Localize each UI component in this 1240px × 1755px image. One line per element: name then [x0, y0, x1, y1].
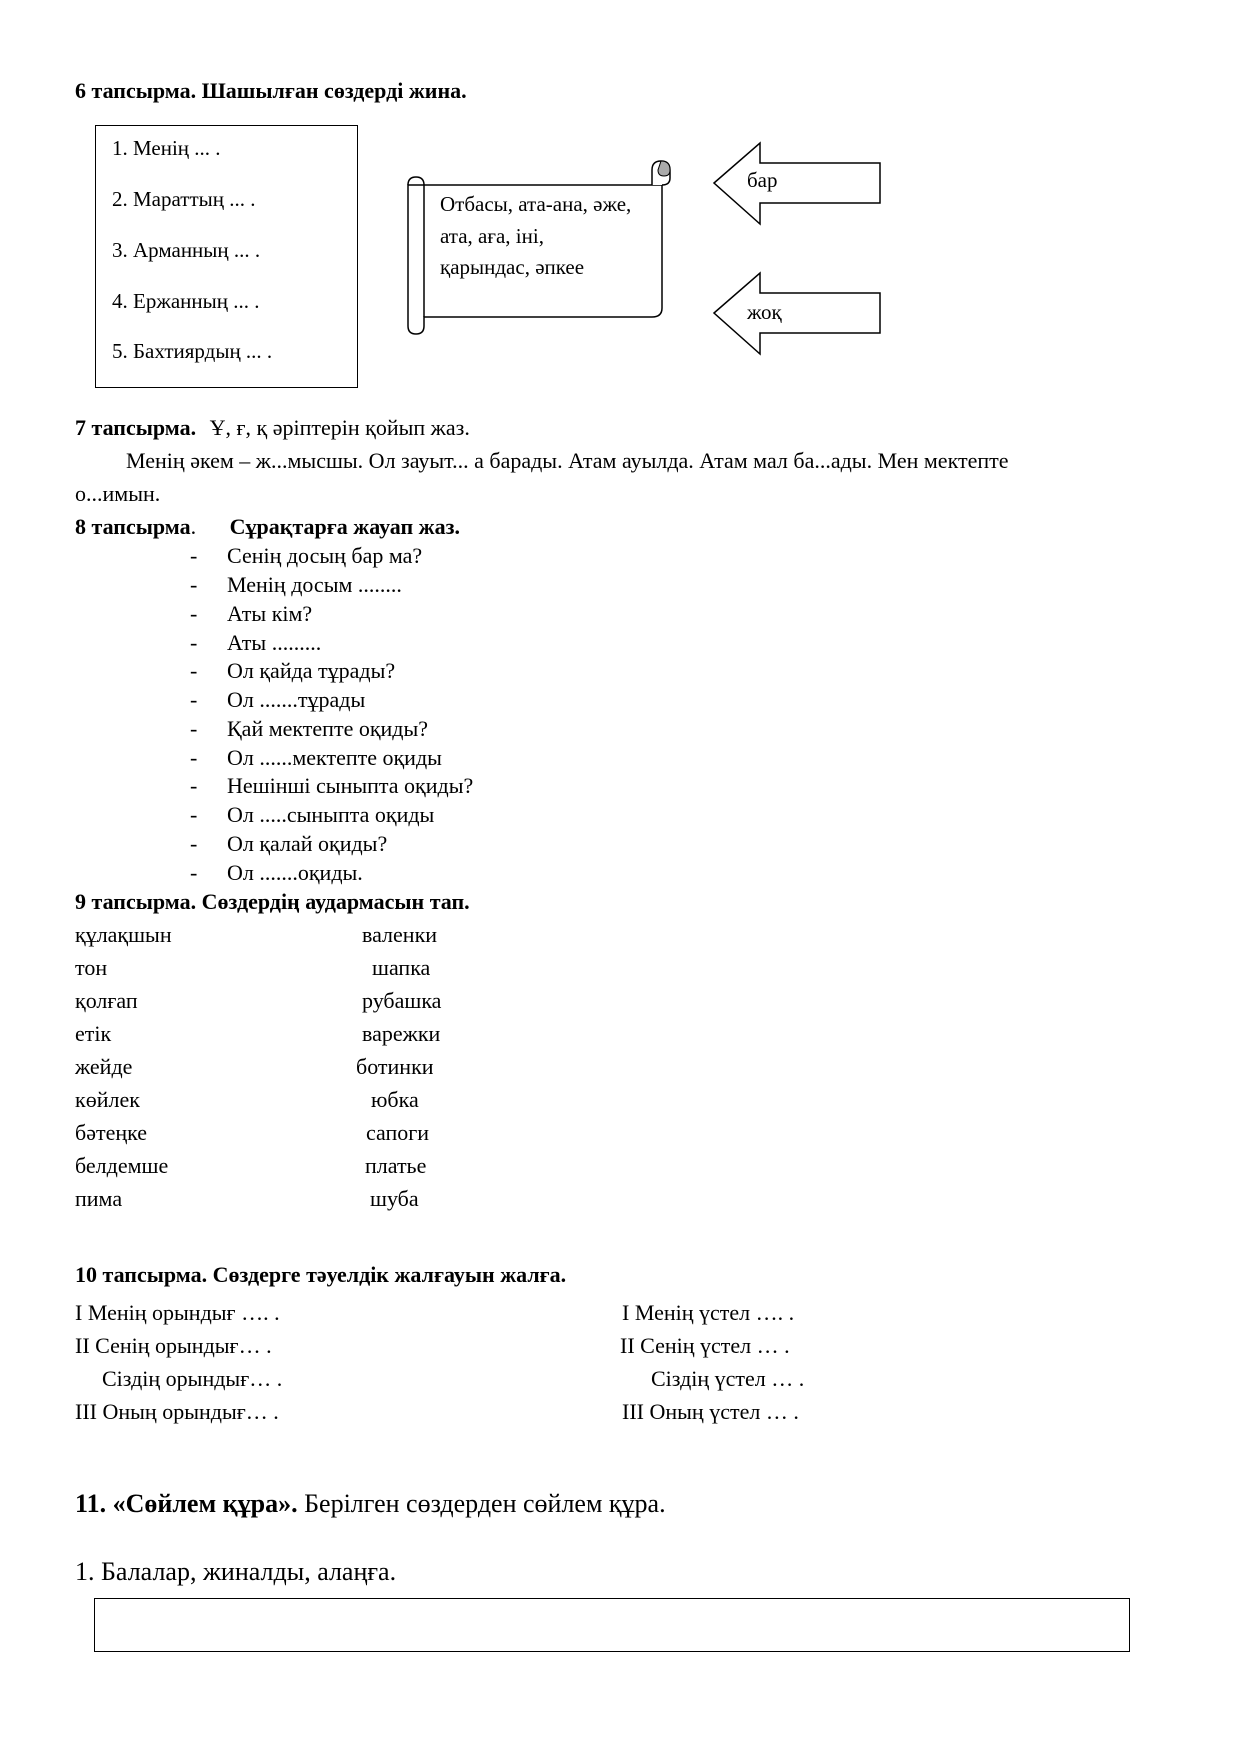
russian-word: ботинки	[356, 1054, 434, 1079]
name-item-1: 1. Менің ... .	[112, 136, 221, 160]
kazakh-word: құлақшын	[75, 922, 172, 947]
answer-box[interactable]	[94, 1598, 1130, 1652]
name-item-3: 3. Арманның ... .	[112, 238, 261, 262]
task11-title: 11. «Сөйлем құра».	[75, 1489, 298, 1518]
kazakh-word: пима	[75, 1186, 123, 1211]
task7-title: 7 тапсырма.	[75, 415, 197, 440]
list-item: Қай мектепте оқиды?	[227, 716, 429, 741]
list-item: Аты кім?	[227, 601, 313, 626]
russian-word: юбка	[371, 1087, 419, 1112]
russian-word: рубашка	[362, 988, 442, 1013]
kazakh-word: бәтеңке	[75, 1120, 148, 1145]
possessive-left: II Сенің орындығ… .	[75, 1333, 272, 1358]
russian-word: варежки	[362, 1021, 441, 1046]
possessive-left: Сіздің орындығ… .	[102, 1366, 283, 1391]
task11-header	[75, 1489, 666, 1519]
russian-word: валенки	[362, 922, 438, 947]
russian-word: сапоги	[366, 1120, 430, 1145]
list-item: Ол .......тұрады	[227, 687, 366, 712]
task10-title: 10 тапсырма. Сөздерге тәуелдік жалғауын жалға.	[75, 1262, 567, 1287]
list-item: Ол .......оқиды.	[227, 860, 363, 885]
dash-marker: -	[190, 601, 198, 626]
dash-marker: -	[190, 687, 198, 712]
dash-marker: -	[190, 572, 198, 597]
task11-item-1: 1. Балалар, жиналды, алаңға.	[75, 1557, 397, 1586]
scroll-line-1: Отбасы, ата-ана, әже,	[440, 192, 632, 216]
possessive-right: II Сенің үстел … .	[620, 1333, 790, 1358]
dash-marker: -	[190, 802, 198, 827]
arrow-left-icon	[712, 270, 884, 358]
arrow-label-zhok: жоқ	[747, 300, 782, 324]
name-item-5: 5. Бахтиярдың ... .	[112, 339, 273, 363]
scroll-line-2: ата, аға, іні,	[440, 224, 544, 248]
list-item: Менің досым ........	[227, 572, 402, 597]
kazakh-word: қолғап	[75, 988, 138, 1013]
possessive-right: III Оның үстел … .	[622, 1399, 799, 1424]
task7-text-line-2: о...имын.	[75, 481, 161, 506]
name-item-4: 4. Ержанның ... .	[112, 289, 260, 313]
task8-instruction: Сұрақтарға жауап жаз.	[229, 514, 460, 539]
list-item: Нешінші сыныпта оқиды?	[227, 773, 474, 798]
kazakh-word: жейде	[75, 1054, 133, 1079]
list-item: Ол .....сыныпта оқиды	[227, 802, 435, 827]
possessive-right: I Менің үстел …. .	[622, 1300, 795, 1325]
possessive-right: Сіздің үстел … .	[651, 1366, 805, 1391]
arrow-label-bar: бар	[747, 168, 778, 192]
dash-marker: -	[190, 658, 198, 683]
scroll-line-3: қарындас, әпкее	[440, 255, 585, 279]
task7-text-line-1: Менің әкем – ж...мысшы. Ол зауыт... а барады. Атам ауылда. Атам мал ба...ады. Мен мектепте	[126, 448, 1009, 473]
kazakh-word: көйлек	[75, 1087, 140, 1112]
name-item-2: 2. Мараттың ... .	[112, 187, 256, 211]
task9-title: 9 тапсырма. Сөздердің аудармасын тап.	[75, 889, 470, 914]
list-item: Аты .........	[227, 630, 322, 655]
dash-marker: -	[190, 860, 198, 885]
dash-marker: -	[190, 831, 198, 856]
list-item: Ол қалай оқиды?	[227, 831, 388, 856]
dash-marker: -	[190, 630, 198, 655]
task6-title: 6 тапсырма. Шашылған сөздерді жина.	[75, 78, 467, 103]
task8-title: 8 тапсырма	[75, 514, 191, 539]
arrow-left-icon	[712, 140, 884, 228]
dash-marker: -	[190, 745, 198, 770]
russian-word: шуба	[370, 1186, 419, 1211]
list-item: Ол қайда тұрады?	[227, 658, 396, 683]
dash-marker: -	[190, 773, 198, 798]
dash-marker: -	[190, 716, 198, 741]
task7-header	[75, 415, 470, 441]
possessive-left: I Менің орындығ …. .	[75, 1300, 280, 1325]
task11-instruction: Берілген сөздерден сөйлем құра.	[304, 1489, 666, 1518]
possessive-left: III Оның орындығ… .	[75, 1399, 279, 1424]
names-box	[95, 125, 358, 388]
list-item: Ол ......мектепте оқиды	[227, 745, 442, 770]
dash-marker: -	[190, 543, 198, 568]
list-item: Сенің досың бар ма?	[227, 543, 423, 568]
kazakh-word: белдемше	[75, 1153, 169, 1178]
task8-header	[75, 514, 460, 540]
kazakh-word: тон	[75, 955, 108, 980]
task8-dot: .	[190, 514, 197, 539]
russian-word: шапка	[372, 955, 431, 980]
russian-word: платье	[365, 1153, 427, 1178]
task7-instruction: Ұ, ғ, қ әріптерін қойып жаз.	[209, 415, 470, 440]
kazakh-word: етік	[75, 1021, 112, 1046]
